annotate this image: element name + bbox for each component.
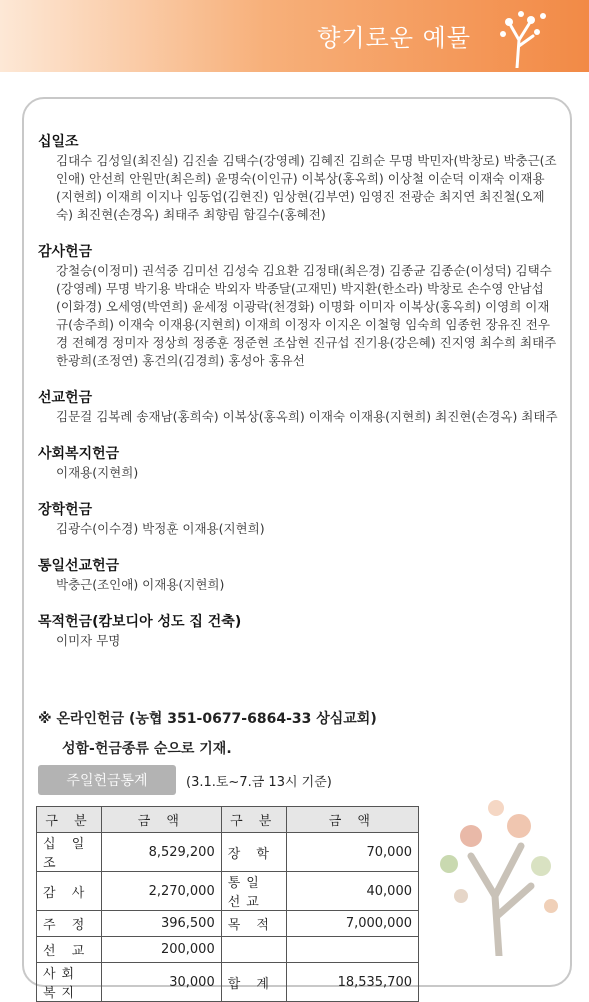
offering-section	[38, 556, 558, 594]
amount-cell: 30,000	[102, 963, 222, 1002]
table-header-row	[37, 807, 419, 833]
amount-cell: 200,000	[102, 937, 222, 963]
category-cell: 합 계	[221, 963, 286, 1002]
category-cell: 장 학	[221, 833, 286, 872]
section-title: 사회복지헌금	[38, 446, 120, 462]
section-title: 십일조	[38, 134, 79, 150]
section-names: 강철승(이정미) 권석중 김미선 김성숙 김요환 김정태(최은경) 김종균 김종순(이성덕) 김택수(강영례) 무명 박기용 박대순 박외자 박종달(고재민) 박지환(한소라) 박창로 손수영 안남섭(이화경) 오세영(박연희) 윤세정 이광락(천경화) 이명화 이미자 이복상(홍옥희) 이영희 이재규(송주희) 이재숙 이재용(지현희) 이재희 이정자 이지온 이철형 임숙희 임종헌 장유진 전우경 전혜경 정미자 정상희 정종훈 정준현 조삼현 진규섭 진기용(강은혜) 진지영 최수희 최태주 한광희(조정연) 홍건의(김경희) 홍성아 홍유선	[56, 263, 557, 368]
category-cell: 사회복지	[37, 963, 102, 1002]
table-row	[37, 911, 419, 937]
section-names: 김문걸 김복례 송재남(홍희숙) 이복상(홍옥희) 이재숙 이재용(지현희) 최진현(손경옥) 최태주	[56, 409, 558, 424]
amount-cell: 396,500	[102, 911, 222, 937]
amount-cell: 70,000	[286, 833, 418, 872]
offering-section	[38, 242, 558, 370]
section-names: 김광수(이수경) 박정훈 이재용(지현희)	[56, 521, 265, 536]
category-cell: 통일선교	[221, 872, 286, 911]
offering-section	[38, 612, 558, 650]
amount-cell: 40,000	[286, 872, 418, 911]
notice-line: 성함-헌금종류 순으로 기재.	[62, 741, 232, 757]
stats-header	[38, 765, 332, 795]
category-cell: 목 적	[221, 911, 286, 937]
notice-line: ※ 온라인헌금 (농협 351-0677-6864-33 상심교회)	[38, 711, 377, 727]
column-header: 금 액	[102, 807, 222, 833]
section-names: 이재용(지현희)	[56, 465, 139, 480]
category-cell: 감 사	[37, 872, 102, 911]
table-row	[37, 833, 419, 872]
column-header: 구 분	[37, 807, 102, 833]
amount-cell	[286, 937, 418, 963]
offering-list	[38, 132, 558, 668]
online-offering-notice	[38, 704, 377, 764]
section-title: 통일선교헌금	[38, 558, 120, 574]
category-cell: 선 교	[37, 937, 102, 963]
amount-cell: 7,000,000	[286, 911, 418, 937]
section-names: 박충근(조인애) 이재용(지현희)	[56, 577, 225, 592]
category-cell	[221, 937, 286, 963]
section-title: 감사헌금	[38, 244, 93, 260]
stats-period-note: (3.1.토~7.금 13시 기준)	[186, 774, 332, 790]
section-title: 장학헌금	[38, 502, 93, 518]
category-cell: 주 정	[37, 911, 102, 937]
offering-summary-table	[36, 806, 419, 1002]
stats-badge: 주일헌금통계	[38, 765, 176, 795]
header-banner	[0, 0, 589, 72]
column-header: 금 액	[286, 807, 418, 833]
tree-illustration-icon	[421, 786, 571, 956]
section-title: 선교헌금	[38, 390, 93, 406]
page-title: 향기로운 예물	[317, 24, 471, 52]
section-names: 이미자 무명	[56, 633, 121, 648]
offering-section	[38, 444, 558, 482]
tree-logo-icon	[481, 6, 559, 68]
amount-cell: 2,270,000	[102, 872, 222, 911]
amount-cell: 8,529,200	[102, 833, 222, 872]
column-header: 구 분	[221, 807, 286, 833]
amount-cell: 18,535,700	[286, 963, 418, 1002]
category-cell: 십 일 조	[37, 833, 102, 872]
section-title: 목적헌금(캄보디아 성도 집 건축)	[38, 614, 242, 630]
offering-section	[38, 388, 558, 426]
table-row	[37, 937, 419, 963]
offering-section	[38, 132, 558, 224]
table-row	[37, 872, 419, 911]
section-names: 김대수 김성일(최진실) 김진솔 김택수(강영례) 김혜진 김희순 무명 박민자(박창로) 박충근(조인애) 안선희 안원만(최은희) 윤명숙(이인규) 이복상(홍옥희) 이상철 이순덕 이재숙 이재용(지현희) 이재희 이지나 임동업(김현진) 임상현(김부연) 임영진 전광순 최지연 최진철(오제숙) 최진현(손경옥) 최태주 최향림 함길수(홍혜전)	[56, 153, 557, 222]
offering-section	[38, 500, 558, 538]
